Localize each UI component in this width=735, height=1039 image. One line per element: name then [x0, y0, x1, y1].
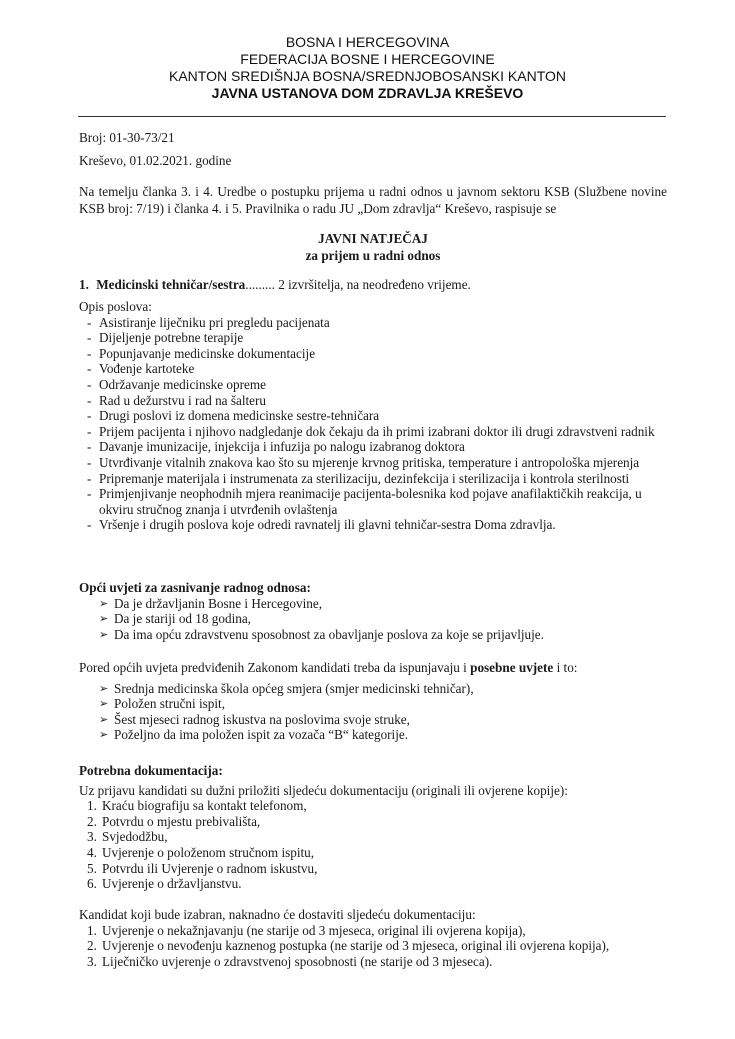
list-item: - Davanje imunizacije, injekcija i infuzija po nalogu izabranog doktora [79, 439, 669, 455]
documents-heading: Potrebna dokumentacija: [79, 763, 223, 778]
letterhead-federation: FEDERACIJA BOSNE I HERCEGOVINE [240, 51, 495, 67]
letterhead-canton: KANTON SREDIŠNJA BOSNA/SREDNJOBOSANSKI KANTON [168, 68, 567, 84]
list-item: - Prijem pacijenta i njihovo nadgledanje dok čekaju da ih primi izabrani doktor ili drugi zdravstveni radnik [79, 424, 669, 440]
list-item: - Popunjavanje medicinske dokumentacije [79, 346, 669, 362]
arrow-bullet-icon: ➢ [99, 697, 109, 711]
special-conditions-lead: Pored općih uvjeta predviđenih Zakonom kandidati treba da ispunjavaju i posebne uvjete i to: [79, 660, 578, 675]
letterhead-country: BOSNA I HERCEGOVINA [285, 34, 450, 50]
selected-documents-list [79, 923, 669, 970]
list-item: - Održavanje medicinske opreme [79, 377, 669, 393]
list-item: ➢ Da ima opću zdravstvenu sposobnost za obavljanje poslova za koje se prijavljuje. [99, 626, 544, 642]
selected-documents-lead: Kandidat koji bude izabran, naknadno će dostaviti sljedeću dokumentaciju: [79, 907, 476, 922]
position-details: ......... 2 izvršitelja, na neodređeno vrijeme. [245, 277, 471, 292]
position-line [79, 277, 669, 293]
list-item: 3. Svjedodžbu, [87, 829, 168, 845]
special-conditions-section [79, 660, 669, 743]
header-divider [78, 116, 666, 117]
list-item: 1. Uvjerenje o nekažnjavanju (ne starije od 3 mjeseca, original ili ovjerena kopija), [87, 922, 526, 938]
letterhead-institution: JAVNA USTANOVA DOM ZDRAVLJA KREŠEVO [211, 85, 524, 101]
list-item: ➢ Šest mjeseci radnog iskustva na poslovima svoje struke, [99, 711, 410, 727]
reference-number: Broj: 01-30-73/21 [79, 130, 175, 145]
general-conditions-heading: Opći uvjeti za zasnivanje radnog odnosa: [79, 580, 311, 595]
list-item: - Pripremanje materijala i instrumenata za sterilizaciju, dezinfekcija i sterilizacija i kontrola sterilnosti [79, 471, 669, 487]
list-item: ➢ Položen stručni ispit, [99, 696, 225, 712]
arrow-bullet-icon: ➢ [99, 712, 109, 726]
intro-paragraph: Na temelju članka 3. i 4. Uredbe o postupku prijema u radni odnos u javnom sektoru KSB (Službene novine KSB broj: 7/19) i članka 4. i 5. Pravilnika o radu JU „Dom zdravlja“ Kreševo, raspisuje se [79, 184, 667, 216]
list-item: - Dijeljenje potrebne terapije [79, 330, 669, 346]
list-item: 2. Uvjerenje o nevođenju kaznenog postupka (ne starije od 3 mjeseca, original ili ovjerena kopija), [87, 938, 610, 954]
place-date: Kreševo, 01.02.2021. godine [79, 153, 232, 168]
list-item: ➢ Da je stariji od 18 godina, [99, 611, 251, 627]
list-item: - Primjenjivanje neophodnih mjera reanimacije pacijenta-bolesnika kod pojave anafilaktičkih reakcija, u okviru stručnog znanja i utvrđenih ovlaštenja [79, 486, 669, 517]
list-item: 2. Potvrdu o mjestu prebivališta, [87, 813, 261, 829]
list-item: ➢ Da je državljanin Bosne i Hercegovine, [99, 595, 322, 611]
general-conditions-section [79, 580, 669, 642]
list-item: 3. Liječničko uvjerenje o zdravstvenoj sposobnosti (ne starije od 3 mjeseca). [87, 953, 493, 969]
selected-documents-section [79, 907, 669, 969]
list-item: - Vršenje i drugih poslova koje odredi ravnatelj ili glavni tehničar-sestra Doma zdravlja. [79, 517, 669, 533]
list-item: - Utvrđivanje vitalnih znakova kao što su mjerenje krvnog pritiska, temperature i antropološka mjerenja [79, 455, 669, 471]
documents-list [79, 798, 669, 892]
arrow-bullet-icon: ➢ [99, 627, 109, 641]
arrow-bullet-icon: ➢ [99, 612, 109, 626]
notice-subtitle: za prijem u radni odnos [305, 248, 441, 263]
documents-lead: Uz prijavu kandidati su dužni priložiti sljedeću dokumentaciju (originali ili ovjerene kopije): [79, 782, 568, 798]
letterhead [0, 34, 735, 102]
list-item: - Rad u dežurstvu i rad na šalteru [79, 393, 669, 409]
list-item: 5. Potvrdu ili Uvjerenje o radnom iskustvu, [87, 860, 318, 876]
duties-list [79, 315, 669, 533]
duties-heading: Opis poslova: [79, 299, 152, 314]
list-item: ➢ Poželjno da ima položen ispit za vozača “B“ kategorije. [99, 727, 409, 743]
duties-section [79, 299, 669, 533]
position-number: 1. [79, 277, 89, 292]
list-item: - Drugi poslovi iz domena medicinske sestre-tehničara [79, 408, 669, 424]
arrow-bullet-icon: ➢ [99, 681, 109, 695]
list-item: 6. Uvjerenje o državljanstvu. [87, 876, 242, 892]
list-item: - Asistiranje liječniku pri pregledu pacijenata [79, 315, 669, 331]
documents-section [79, 763, 669, 892]
arrow-bullet-icon: ➢ [99, 596, 109, 610]
list-item: 1. Kraću biografiju sa kontakt telefonom, [87, 798, 307, 814]
position-name: Medicinski tehničar/sestra [96, 277, 246, 292]
list-item: ➢ Srednja medicinska škola općeg smjera (smjer medicinski tehničar), [99, 680, 474, 696]
list-item: - Vođenje kartoteke [79, 361, 669, 377]
general-conditions-list [79, 596, 669, 643]
list-item: 4. Uvjerenje o položenom stručnom ispitu, [87, 844, 315, 860]
special-conditions-list [79, 681, 669, 743]
notice-title: JAVNI NATJEČAJ [318, 231, 428, 246]
arrow-bullet-icon: ➢ [99, 728, 109, 742]
